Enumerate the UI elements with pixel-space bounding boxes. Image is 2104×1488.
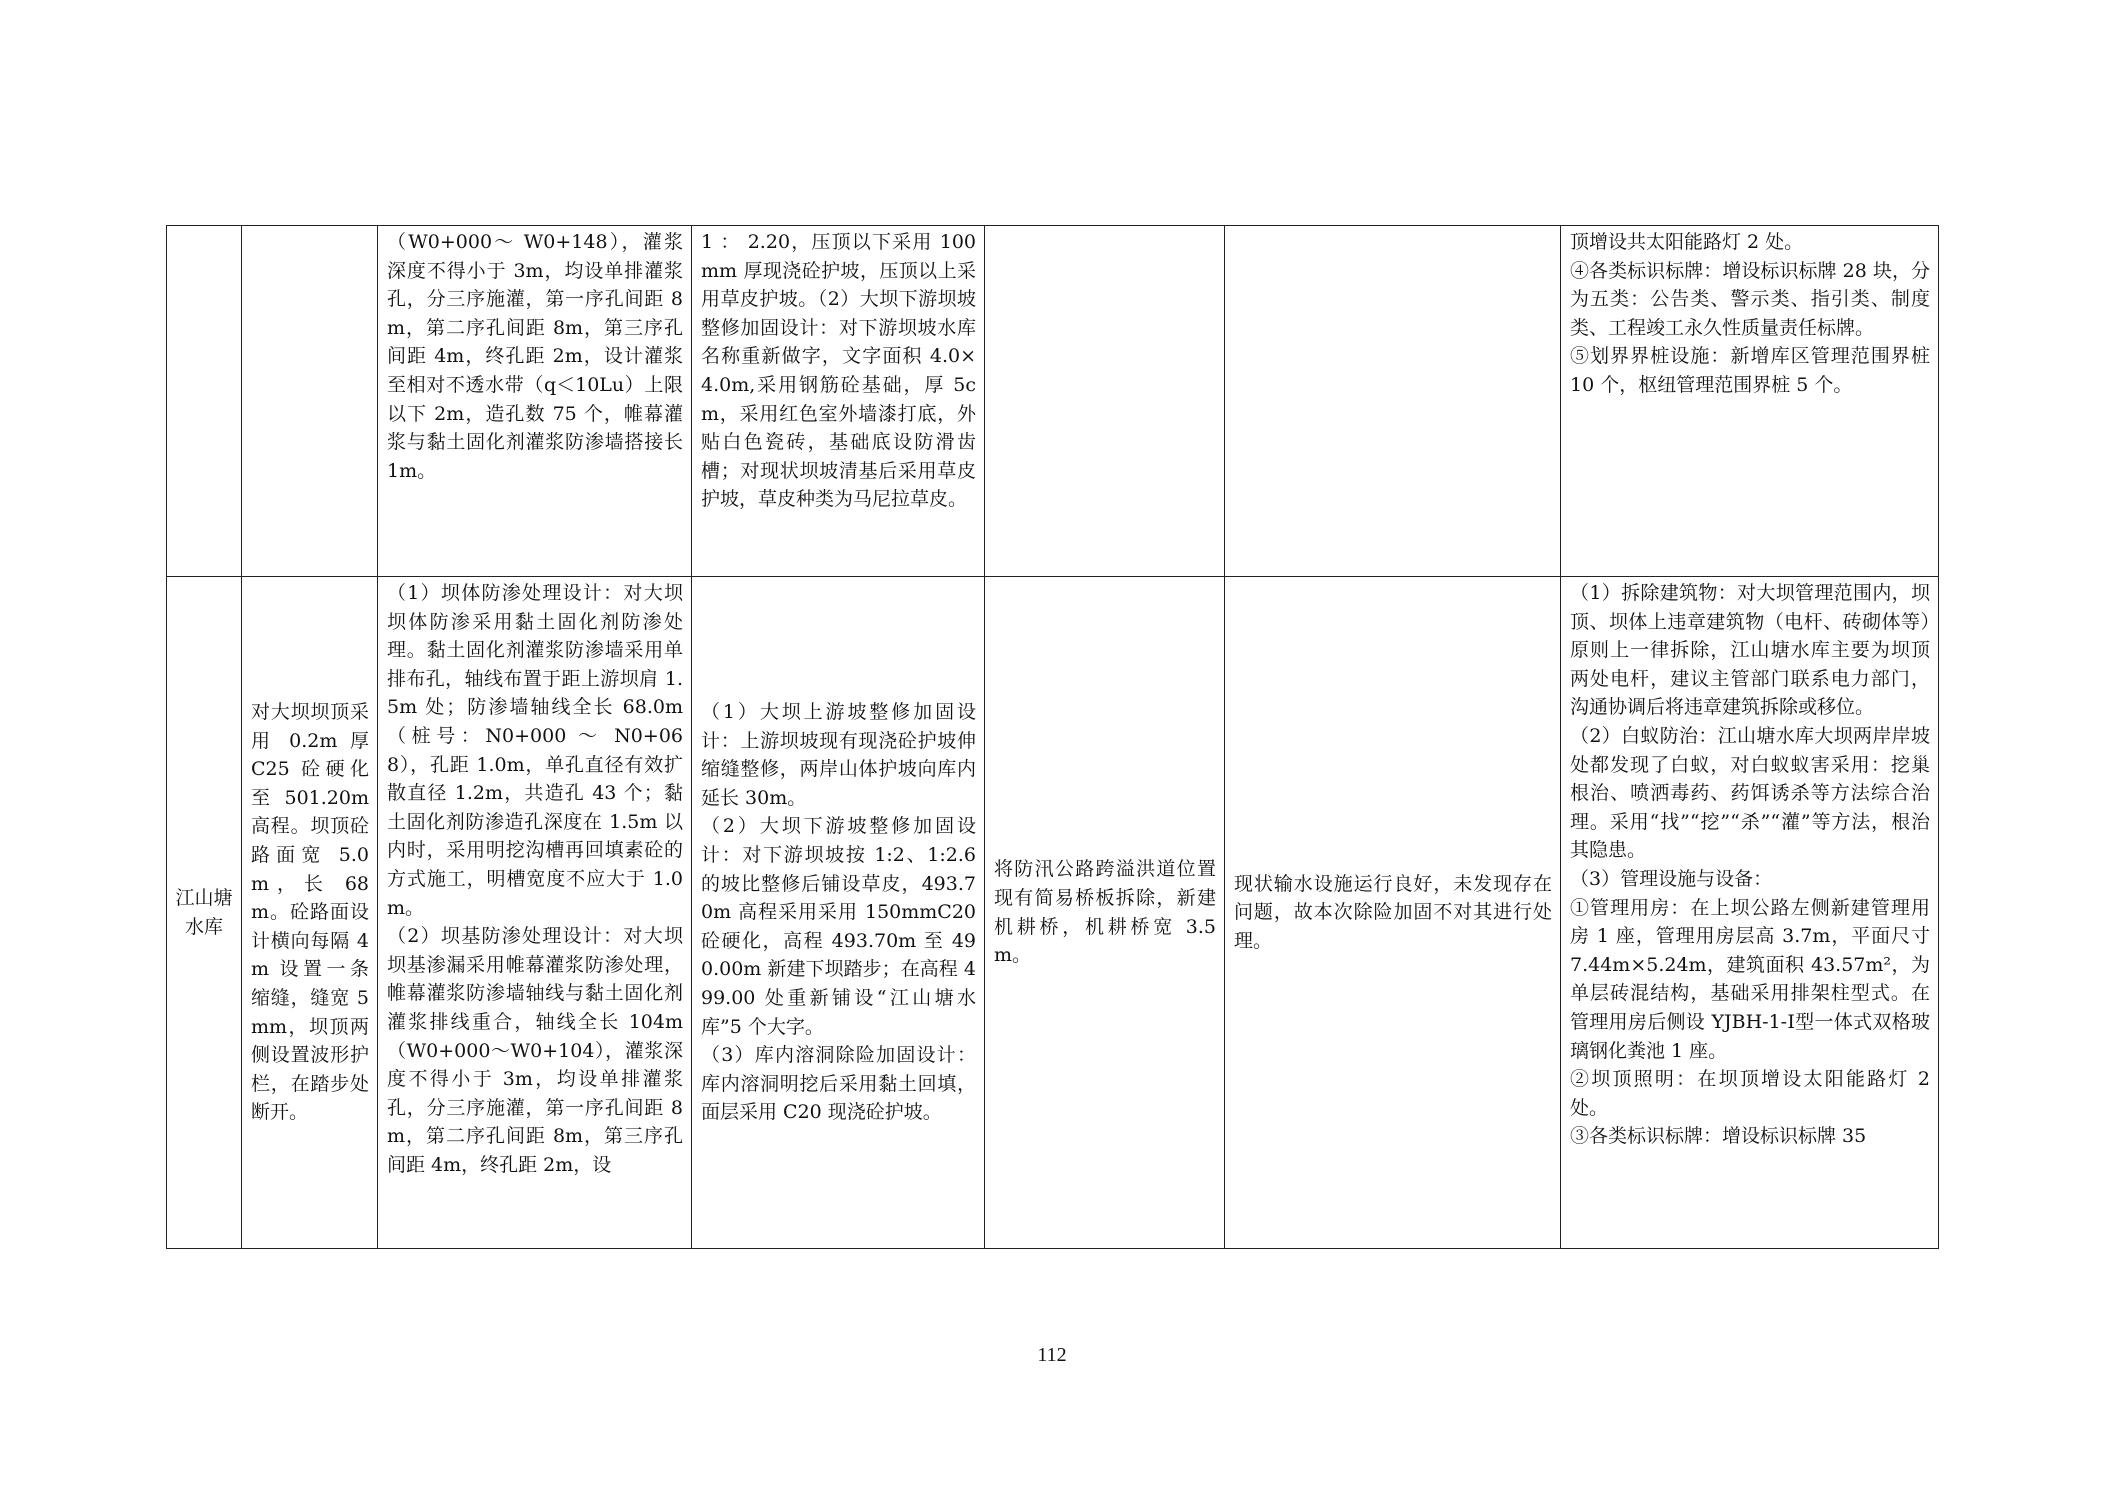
management-line: ②坝顶照明：在坝顶增设太阳能路灯 2 处。 [1570,1068,1930,1119]
dam-crest-cell [242,226,378,577]
management-line: ⑤划界界桩设施：新增库区管理范围界桩 10 个，枢纽管理范围界桩 5 个。 [1570,345,1930,396]
anti-seepage-line: （2）坝基防渗处理设计：对大坝坝基渗漏采用帷幕灌浆防渗处理，帷幕灌浆防渗墙轴线与黏土固化剂灌浆排线重合，轴线全长 104m（W0+000～W0+104），灌浆深度不得小于 3m，均设单排灌浆孔，分三序施灌，第一序孔间距 8m，第二序孔间距 8m，第三序孔间距 4m，终孔距 2m，设 [387,925,683,1176]
management-cell [1561,577,1939,1249]
page-number: 112 [1037,1344,1067,1366]
management-line: （2）白蚁防治：江山塘水库大坝两岸岸坡处都发现了白蚁，对白蚁蚁害采用：挖巢根治、喷洒毒药、药饵诱杀等方法综合治理。采用“找”“挖”“杀”“灌”等方法，根治其隐患。 [1570,724,1930,862]
slope-line: （3）库内溶洞除险加固设计：库内溶洞明挖后采用黏土回填，面层采用 C20 现浇砼护坡。 [701,1044,976,1124]
management-cell [1561,226,1939,577]
anti-seepage-line: （1）坝体防渗处理设计：对大坝坝体防渗采用黏土固化剂防渗处理。黏土固化剂灌浆防渗墙采用单排布孔，轴线布置于距上游坝肩 1.5m 处；防渗墙轴线全长 68.0m（桩号：N0+000 ～ N0+068），孔距 1.0m，单孔直径有效扩散直径 1.2m，共造孔 43 个；黏土固化剂防渗造孔深度在 1.5m 以内时，采用明挖沟槽再回填素砼的方式施工，明槽宽度不应大于 1.0m。 [387,582,683,919]
spillway-cell [985,226,1225,577]
management-line: ④各类标识标牌：增设标识标牌 28 块，分为五类：公告类、警示类、指引类、制度类、工程竣工永久性质量责任标牌。 [1570,259,1930,339]
reservoir-name-cell: 江山塘水库 [167,577,242,1249]
management-line: （3）管理设施与设备： [1570,867,1773,890]
management-line: 顶增设共太阳能路灯 2 处。 [1570,231,1804,253]
slope-line: （2）大坝下游坡整修加固设计：对下游坝坡按 1:2、1:2.6 的坡比整修后铺设草皮，493.70m 高程采用采用 150mmC20 砼硬化，高程 493.70m 至 490.00m 新建下坝踏步；在高程 499.00 处重新铺设“江山塘水库”5 个大字。 [701,815,976,1038]
outlet-cell [1225,226,1561,577]
anti-seepage-cell: （W0+000～ W0+148），灌浆深度不得小于 3m，均设单排灌浆孔，分三序施灌，第一序孔间距 8m，第二序孔间距 8m，第三序孔间距 4m，终孔距 2m，设计灌浆 至相对不透水带（q＜10Lu）上限以下 2m，造孔数 75 个，帷幕灌浆与黏土固化剂灌浆防渗墙搭接长 1m。 [378,226,692,577]
slope-cell: 1 ： 2.20，压顶以下采用 100mm 厚现浇砼护坡，压顶以上采用草皮护坡。（2）大坝下游坝坡整修加固设计：对下游坝坡水库名称重新做字，文字面积 4.0×4.0m,采用钢筋砼基础，厚 5cm，采用红色室外墙漆打底，外贴白色瓷砖，基础底设防滑齿槽；对现状坝坡清基后采用草皮护坡，草皮种类为马尼拉草皮。 [692,226,985,577]
management-line: ③各类标识标牌：增设标识标牌 35 [1570,1125,1867,1148]
anti-seepage-cell [378,577,692,1249]
dam-crest-cell: 对大坝坝顶采用 0.2m 厚 C25 砼硬化至 501.20m 高程。坝顶砼路面宽 5.0m，长 68m。砼路面设计横向每隔 4m 设置一条缩缝，缝宽 5mm，坝顶两侧设置波形护栏，在踏步处断开。 [242,577,378,1249]
project-table [166,225,1939,1249]
table-row [167,577,1939,1249]
outlet-cell: 现状输水设施运行良好，未发现存在问题，故本次除险加固不对其进行处理。 [1225,577,1561,1249]
management-line: ①管理用房：在上坝公路左侧新建管理用房 1 座，管理用房层高 3.7m，平面尺寸 7.44m×5.24m，建筑面积 43.57m²，为单层砖混结构，基础采用排架柱型式。在管理用房后侧设 YJBH-1-Ⅰ型一体式双格玻璃钢化粪池 1 座。 [1570,896,1930,1062]
slope-cell [692,577,985,1249]
spillway-cell: 将防汛公路跨溢洪道位置现有简易桥板拆除，新建机耕桥，机耕桥宽 3.5m。 [985,577,1225,1249]
table-row [167,226,1939,577]
slope-line: （1）大坝上游坡整修加固设计：上游坝坡现有现浇砼护坡伸缩缝整修，两岸山体护坡向库内延长 30m。 [701,701,976,809]
reservoir-name-cell [167,226,242,577]
management-line: （1）拆除建筑物：对大坝管理范围内，坝顶、坝体上违章建筑物（电杆、砖砌体等）原则上一律拆除，江山塘水库主要为坝顶两处电杆，建议主管部门联系电力部门，沟通协调后将违章建筑拆除或移位。 [1570,582,1930,719]
